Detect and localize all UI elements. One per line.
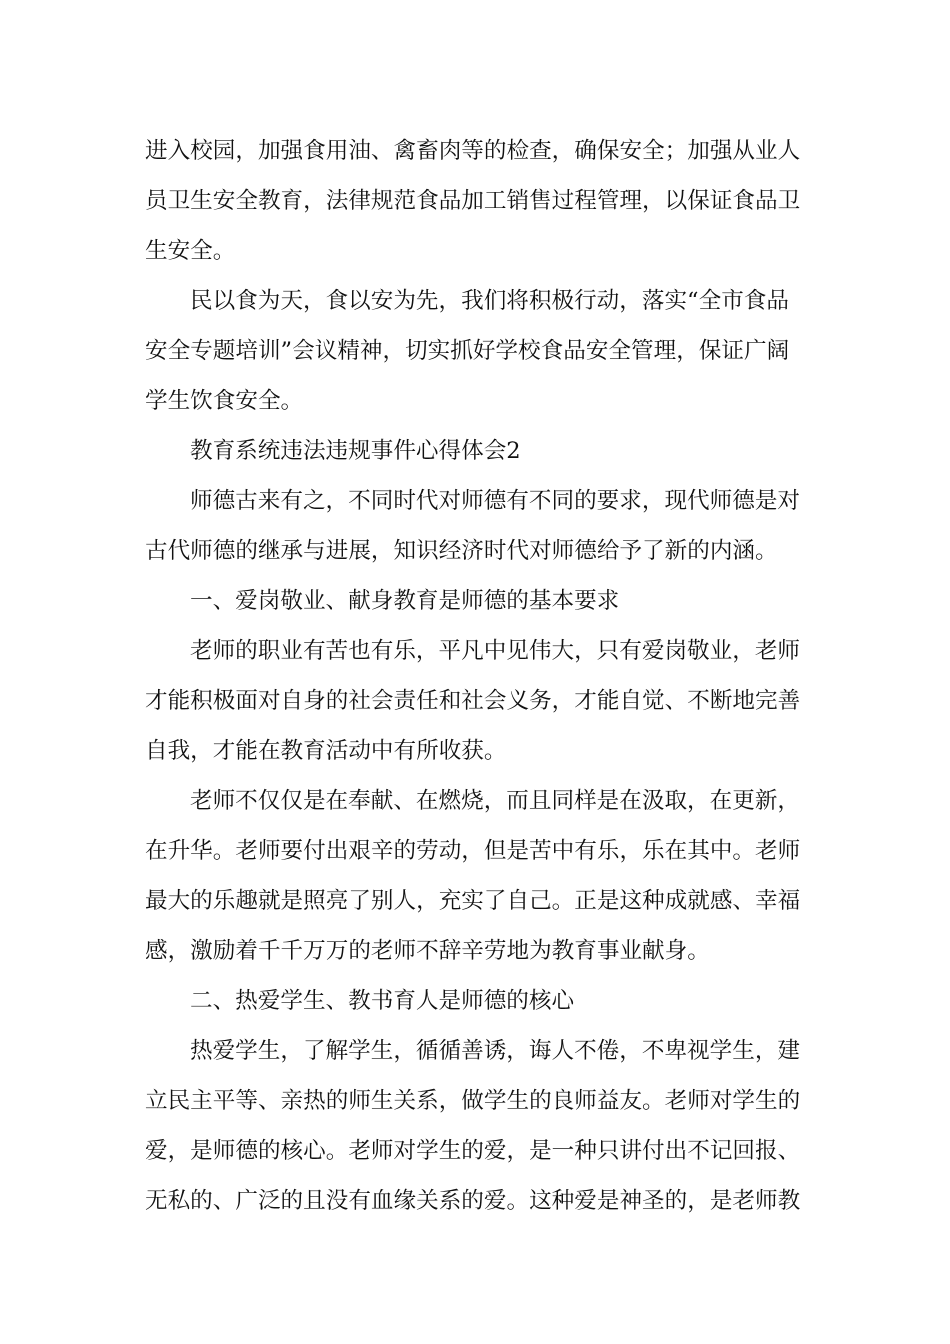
text-line: 感，激励着千千万万的老师不辞辛劳地为教育事业献身。 — [145, 938, 710, 964]
text-line: 员卫生安全教育，法律规范食品加工销售过程管理，以保证食品卫 — [145, 188, 801, 214]
text-line: 学生饮食安全。 — [145, 388, 304, 414]
text-line: 爱，是师德的核心。老师对学生的爱，是一种只讲付出不记回报、 — [145, 1138, 801, 1164]
text-line: 老师不仅仅是在奉献、在燃烧，而且同样是在汲取，在更新， — [190, 788, 801, 814]
text-line: 在升华。老师要付出艰辛的劳动，但是苦中有乐，乐在其中。老师 — [145, 838, 801, 864]
text-line: 古代师德的继承与进展，知识经济时代对师德给予了新的内涵。 — [145, 538, 778, 564]
text-line: 老师的职业有苦也有乐，平凡中见伟大，只有爱岗敬业，老师 — [190, 638, 801, 664]
text-line: 师德古来有之，不同时代对师德有不同的要求，现代师德是对 — [190, 488, 801, 514]
section-heading: 教育系统违法违规事件心得体会2 — [190, 438, 521, 464]
text-line: 无私的、广泛的且没有血缘关系的爱。这种爱是神圣的，是老师教 — [145, 1188, 801, 1214]
text-line: 生安全。 — [145, 238, 236, 264]
text-line: 立民主平等、亲热的师生关系，做学生的良师益友。老师对学生的 — [145, 1088, 801, 1114]
text-line: 进入校园，加强食用油、禽畜肉等的检查，确保安全；加强从业人 — [145, 138, 801, 164]
text-line: 民以食为天，食以安为先，我们将积极行动，落实“全市食品 — [190, 288, 789, 314]
text-line: 热爱学生，了解学生，循循善诱，诲人不倦，不卑视学生，建 — [190, 1038, 801, 1064]
subheading: 二、热爱学生、教书育人是师德的核心 — [190, 988, 575, 1014]
text-line: 自我，才能在教育活动中有所收获。 — [145, 738, 507, 764]
text-line: 最大的乐趣就是照亮了别人，充实了自己。正是这种成就感、幸福 — [145, 888, 801, 914]
text-line: 才能积极面对自身的社会责任和社会义务，才能自觉、不断地完善 — [145, 688, 801, 714]
text-line: 安全专题培训”会议精神，切实抓好学校食品安全管理，保证广阔 — [145, 338, 790, 364]
subheading: 一、爱岗敬业、献身教育是师德的基本要求 — [190, 588, 620, 614]
